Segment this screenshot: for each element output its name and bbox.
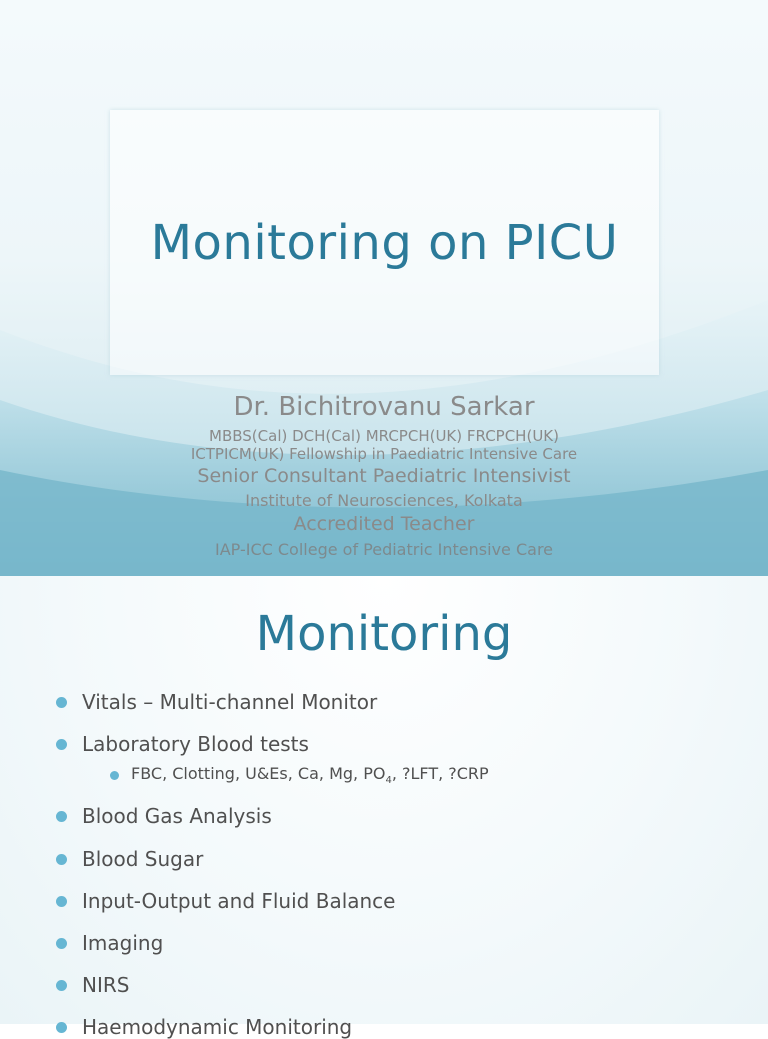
list-item [56,889,396,913]
bullet-dot-icon [56,980,67,991]
bullet-text: Blood Gas Analysis [82,804,272,828]
presenter-institute: Institute of Neurosciences, Kolkata [245,490,523,510]
bullet-dot-icon [56,938,67,949]
list-item [56,690,377,714]
bullet-text: Blood Sugar [82,847,204,871]
bullet-dot-icon [56,854,67,865]
bullet-text: Vitals – Multi-channel Monitor [82,690,378,714]
list-item [56,1015,352,1039]
bullet-text: Imaging [82,931,164,955]
monitoring-slide [0,576,768,1039]
bullet-dot-icon [110,771,119,780]
list-item [56,931,163,955]
presenter-college: IAP-ICC College of Pediatric Intensive Care [214,539,554,559]
bullet-text: Laboratory Blood tests [82,732,309,756]
sub-list-item [110,764,489,786]
bullet-dot-icon [56,811,67,822]
list-item [56,804,272,828]
slide-title: Monitoring on PICU [150,214,619,271]
presenter-fellowship: ICTPICM(UK) Fellowship in Paediatric Intensive Care [190,445,578,464]
title-box [110,110,659,375]
bullet-text: NIRS [82,973,130,997]
bullet-dot-icon [56,896,67,907]
presenter-qualifications: MBBS(Cal) DCH(Cal) MRCPCH(UK) FRCPCH(UK) [209,427,559,446]
bullet-dot-icon [56,1022,67,1033]
presenter-accreditation: Accredited Teacher [293,513,475,536]
presenter-name: Dr. Bichitrovanu Sarkar [233,392,535,422]
slide-title: Monitoring [255,606,513,662]
bullet-text: Haemodynamic Monitoring [82,1015,353,1039]
presenter-role: Senior Consultant Paediatric Intensivist [197,465,571,488]
list-item [56,973,129,997]
bullet-dot-icon [56,739,67,750]
bullet-text: Input-Output and Fluid Balance [82,889,396,913]
list-item [56,847,203,871]
presenter-info [0,392,768,559]
list-item [56,732,309,756]
bullet-dot-icon [56,697,67,708]
sub-bullet-text: FBC, Clotting, U&Es, Ca, Mg, $PO_4$, ?LFT, ?CRP [131,764,489,787]
